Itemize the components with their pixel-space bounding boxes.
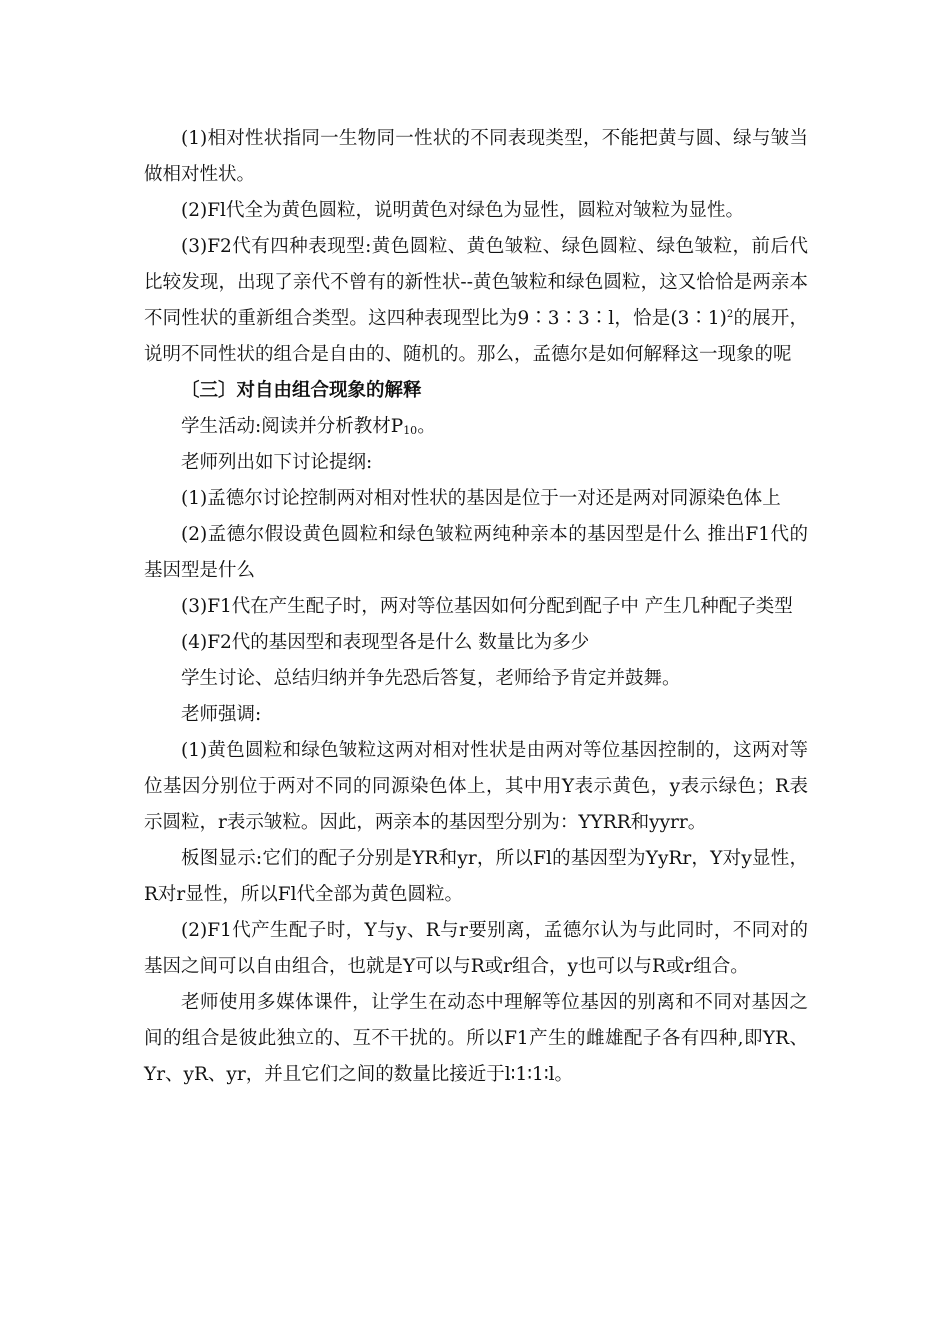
paragraph-f1-yellow-round: (2)Fl代全为黄色圆粒，说明黄色对绿色为显性，圆粒对皱粒为显性。 xyxy=(181,200,744,221)
paragraph-student-discussion: 学生讨论、总结归纳并争先恐后答复，老师给予肯定并鼓舞。 xyxy=(181,668,681,689)
paragraph-student-activity xyxy=(144,409,808,445)
student-activity-text: 学生活动:阅读并分析教材P xyxy=(181,416,404,437)
paragraph-multimedia: 老师使用多媒体课件，让学生在动态中理解等位基因的别离和不同对基因之间的组合是彼此独立的、互不干扰的。所以F1产生的雌雄配子各有四种,即YR、Yr、yR、yr，并且它们之间的数量比接近于l∶1∶1∶l。 xyxy=(144,992,808,1085)
paragraph-discussion-outline: 老师列出如下讨论提纲: xyxy=(181,452,373,473)
paragraph-relative-traits: (1)相对性状指同一生物同一性状的不同表现类型，不能把黄与圆、绿与皱当做相对性状。 xyxy=(144,128,808,185)
paragraph-emphasis-2: (2)F1代产生配子时，Y与y、R与r要别离，孟德尔认为与此同时，不同对的基因之间可以自由组合，也就是Y可以与R或r组合，y也可以与R或r组合。 xyxy=(144,920,808,977)
section-heading: 〔三〕对自由组合现象的解释 xyxy=(181,380,422,401)
paragraph-board-display: 板图显示:它们的配子分别是YR和yr，所以Fl的基因型为YyRr，Y对y显性，R对r显性，所以Fl代全部为黄色圆粒。 xyxy=(144,848,808,905)
exponent-superscript: 2 xyxy=(726,308,734,320)
paragraph-question-4: (4)F2代的基因型和表现型各是什么 数量比为多少 xyxy=(181,632,590,653)
page-number-subscript: 10 xyxy=(403,424,418,437)
paragraph-f2-text-before: (3)F2代有四种表现型:黄色圆粒、黄色皱粒、绿色圆粒、绿色皱粒，前后代比较发现，出现了亲代不曾有的新性状--黄色皱粒和绿色圆粒，这又恰恰是两亲本不同性状的重新组合类型。这四种表现型比为9∶3∶3∶l，恰是(3∶1) xyxy=(144,236,808,329)
paragraph-question-1: (1)孟德尔讨论控制两对相对性状的基因是位于一对还是两对同源染色体上 xyxy=(181,488,781,509)
student-activity-end: 。 xyxy=(417,416,436,437)
paragraph-question-2: (2)孟德尔假设黄色圆粒和绿色皱粒两纯种亲本的基因型是什么 推出F1代的基因型是什么 xyxy=(144,524,808,581)
paragraph-f2-phenotypes xyxy=(144,229,808,373)
document-page xyxy=(144,121,808,1093)
paragraph-emphasis-1: (1)黄色圆粒和绿色皱粒这两对相对性状是由两对等位基因控制的，这两对等位基因分别位于两对不同的同源染色体上，其中用Y表示黄色，y表示绿色；R表示圆粒，r表示皱粒。因此，两亲本的基因型分别为：YYRR和yyrr。 xyxy=(144,740,808,833)
paragraph-question-3: (3)F1代在产生配子时，两对等位基因如何分配到配子中 产生几种配子类型 xyxy=(181,596,793,617)
paragraph-f2-text-after: 的展开，说明不同性状的组合是自由的、随机的。那么，孟德尔是如何解释这一现象的呢 xyxy=(144,308,808,365)
paragraph-teacher-emphasis: 老师强调: xyxy=(181,704,262,725)
